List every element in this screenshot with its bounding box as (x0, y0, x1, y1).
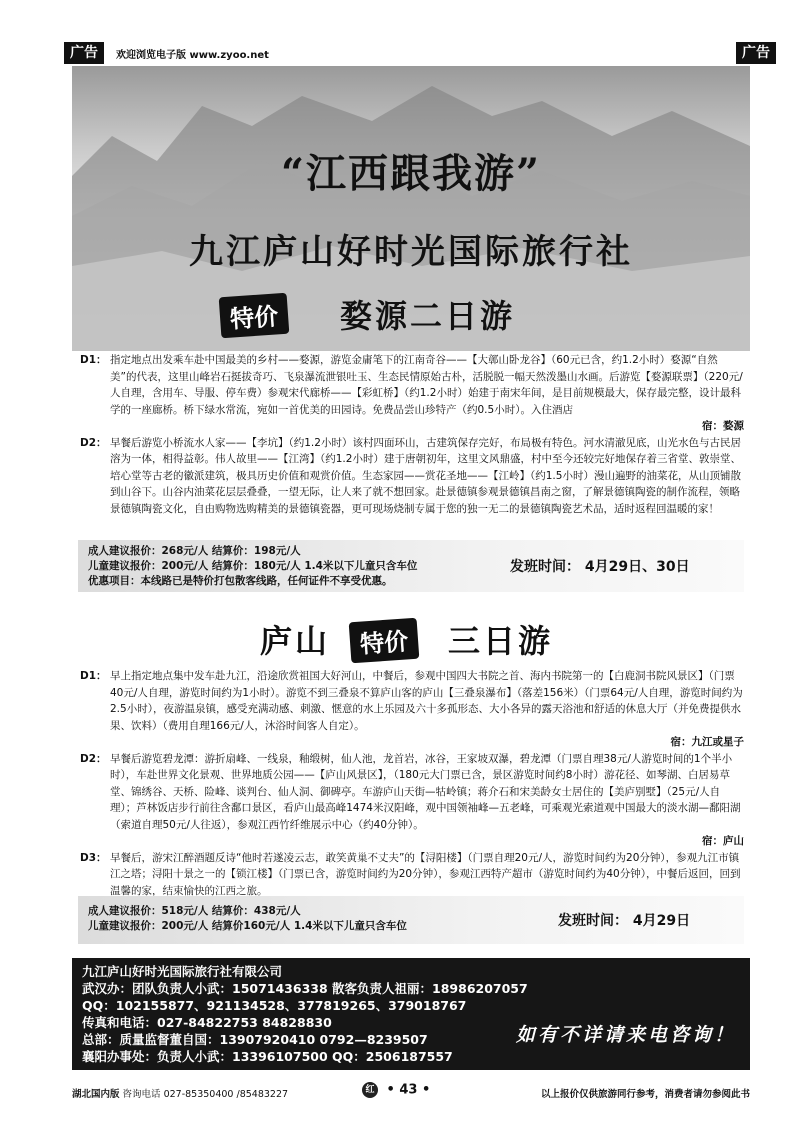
slogan: “江西跟我游” (280, 150, 541, 197)
day-label: D1： (80, 670, 107, 682)
tour1-banner (72, 289, 750, 333)
ad-page (72, 66, 750, 1070)
bottom-strip (72, 1082, 750, 1104)
tour2-day-1 (80, 668, 744, 751)
page-number: • 43 • (386, 1082, 431, 1098)
day-description: 早餐后，游宋江醉酒题反诗“他时若遂凌云志，敢笑黄巢不丈夫”的【浔阳楼】（门票自理20元/人，游览时间约为20分钟），参观九江市镇江之塔；浔阳十景之一的【锁江楼】（门票已含，游览时间约为20分钟），参观江西特产超市（游览时间约为40分钟），中餐后返回，回到温馨的家，结束愉快的江西之旅。 (110, 851, 741, 897)
edition-phone: 咨询电话 027-85350400 /85483227 (122, 1089, 289, 1100)
day-description: 早上指定地点集中发车赴九江，沿途欣赏祖国大好河山，中餐后，参观中国四大书院之首、海内书院第一的【白鹿洞书院风景区】（门票40元/人自理，游览时间约为1小时）。游览不到三叠泉不算庐山客的庐山【三叠泉瀑布】（落差156米）（门票64元/人自理，游览时间约为2.5小时），夜游温泉镇，感受充满动感、刺激、惬意的水上乐园及六十多孤形态、大小各异的露天浴池和舒适的休息大厅（并免费提供水果、饮料）（费用自理166元/人，沐浴时间客人自定）。 (110, 670, 743, 732)
tour2-title-right: 三日游 (448, 622, 554, 660)
day-stay: 宿：九江或星子 (670, 736, 744, 748)
ad-label-right: 广告 (736, 42, 776, 64)
publisher-logo-icon: 红 (362, 1082, 378, 1098)
tour2-banner (72, 614, 750, 658)
ad-label-left: 广告 (64, 42, 104, 64)
tour1-title: 婺源二日游 (340, 297, 516, 335)
day-label: D3： (80, 851, 107, 864)
tour1-special-badge: 特价 (219, 293, 290, 339)
tour2-child-price: 儿童建议报价：200元/人 结算价160元/人 1.4米以下儿童只含车位 (88, 920, 407, 932)
wuhan-office: 武汉办：团队负责人小武：15071436338 散客负责人祖丽：18986207057 (82, 981, 528, 996)
day-label: D1： (80, 354, 107, 366)
site-text: 欢迎浏览电子版 www.zyoo.net (116, 50, 269, 61)
agency-name: 九江庐山好时光国际旅行社 (189, 232, 633, 272)
disclaimer: 以上报价仅供旅游同行参考，消费者请勿参阅此书 (540, 1089, 750, 1100)
xiangyang-office: 襄阳办事处：负责人小武：13396107500 QQ：2506187557 (82, 1049, 453, 1064)
day-description: 早餐后游览碧龙潭：游折扇峰、一线泉，釉缎树，仙人池，龙首岩，冰谷，王家坡双瀑，碧龙潭（门票自理38元/人游览时间的1个半小时），车赴世界文化景观、世界地质公园——【庐山风景区】，（180元大门票已含，景区游览时间约8小时）游花径、如琴湖、白居易草堂、锦绣谷、天桥、险峰、谈判台、仙人洞、御碑亭。车游庐山天街—牯岭镇；蒋介石和宋美龄女士居住的【美庐别墅】（25元/人自理）；芦林饭店步行前往含鄱口景区，看庐山最高峰1474米汉阳峰，观中国领袖峰—五老峰，可乘观光索道观中国最大的淡水湖—鄱阳湖（索道自理50元/人往返），参观江西竹纤维展示中心（约40分钟）。 (110, 752, 741, 831)
tour2-special-badge: 特价 (349, 618, 420, 664)
company-name: 九江庐山好时光国际旅行社有限公司 (82, 964, 283, 979)
tour2-title-left: 庐山 (260, 622, 331, 660)
headquarters: 总部：质量监督董自国：13907920410 0792—8239507 (82, 1032, 428, 1047)
day-label: D2： (80, 752, 107, 765)
enquire-text: 如有不详请来电咨询！ (515, 1024, 736, 1046)
day-stay: 宿：庐山 (702, 835, 744, 847)
day-label: D2： (80, 436, 107, 449)
tour2-itinerary (80, 668, 744, 899)
day-stay: 宿：婺源 (702, 420, 744, 432)
tour2-adult-price: 成人建议报价：518元/人 结算价：438元/人 (88, 905, 301, 917)
tour1-child-price: 儿童建议报价：200元/人 结算价：180元/人 1.4米以下儿童只含车位 (88, 560, 418, 572)
tour1-day-2 (80, 435, 744, 518)
edition-info (72, 1086, 288, 1100)
tour2-departure: 发班时间： 4月29日 (558, 913, 691, 929)
contact-footer (72, 958, 750, 1070)
day-description: 早餐后游览小桥流水人家——【李坑】（约1.2小时）该村四面环山，古建筑保存完好，布局极有特色。河水清澈见底，山光水色与古民居溶为一体，相得益彰。伟人故里——【江湾】（约1.2小时）建于唐朝初年，这里文风鼎盛，村中至今还较完好地保存着三省堂、敦崇堂、培心堂等古老的徽派建筑，极具历史价值和观赏价值。生态家园——赏花圣地——【江岭】（约1.5小时）漫山遍野的油菜花，从山顶铺散到山谷下。山谷内油菜花层层叠叠，一望无际，让人来了就不想回家。赴景德镇参观景德镇昌南之窗，了解景德镇陶瓷的制作流程，领略景德镇陶瓷文化，自由购物选购精美的景德镇瓷器，更可现场烧制专属于您的独一无二的景德镇陶瓷艺术品，适时返程回温暖的家！ (110, 436, 741, 515)
top-bar (64, 42, 776, 64)
tour2-day-3 (80, 850, 744, 900)
page-number-block (362, 1082, 430, 1098)
fax-phone: 传真和电话：027-84822753 84828830 (82, 1015, 332, 1030)
edition-name: 湖北国内版 (72, 1089, 120, 1100)
tour1-adult-price: 成人建议报价：268元/人 结算价：198元/人 (88, 545, 301, 557)
tour1-discount: 优惠项目：本线路已是特价打包散客线路，任何证件不享受优惠。 (88, 575, 393, 587)
qq-numbers: QQ：102155877、921134528、377819265、379018767 (82, 998, 467, 1013)
day-description: 指定地点出发乘车赴中国最美的乡村——婺源，游览金庸笔下的江南奇谷——【大鄣山卧龙谷】（60元已含，约1.2小时）婺源“自然美”的代表，这里山峰岩石挺拔奇巧、飞泉瀑流泄银吐玉、生态民情原始古朴，活脱脱一幅天然泼墨山水画。后游览【婺源联票】（220元/人自理，含用车、导服、停车费）参观宋代廊桥——【彩虹桥】（约1.2小时）始建于南宋年间，是目前规模最大，保存最完整，设计最科学的一座廊桥。桥下绿水常流，宛如一首优美的田园诗。免费品尝山珍特产（约0.5小时）。入住酒店 (110, 354, 743, 416)
tour2-day-2 (80, 751, 744, 850)
tour1-itinerary (80, 352, 744, 517)
tour1-departure: 发班时间： 4月29日、30日 (510, 559, 690, 575)
tour1-day-1 (80, 352, 744, 435)
